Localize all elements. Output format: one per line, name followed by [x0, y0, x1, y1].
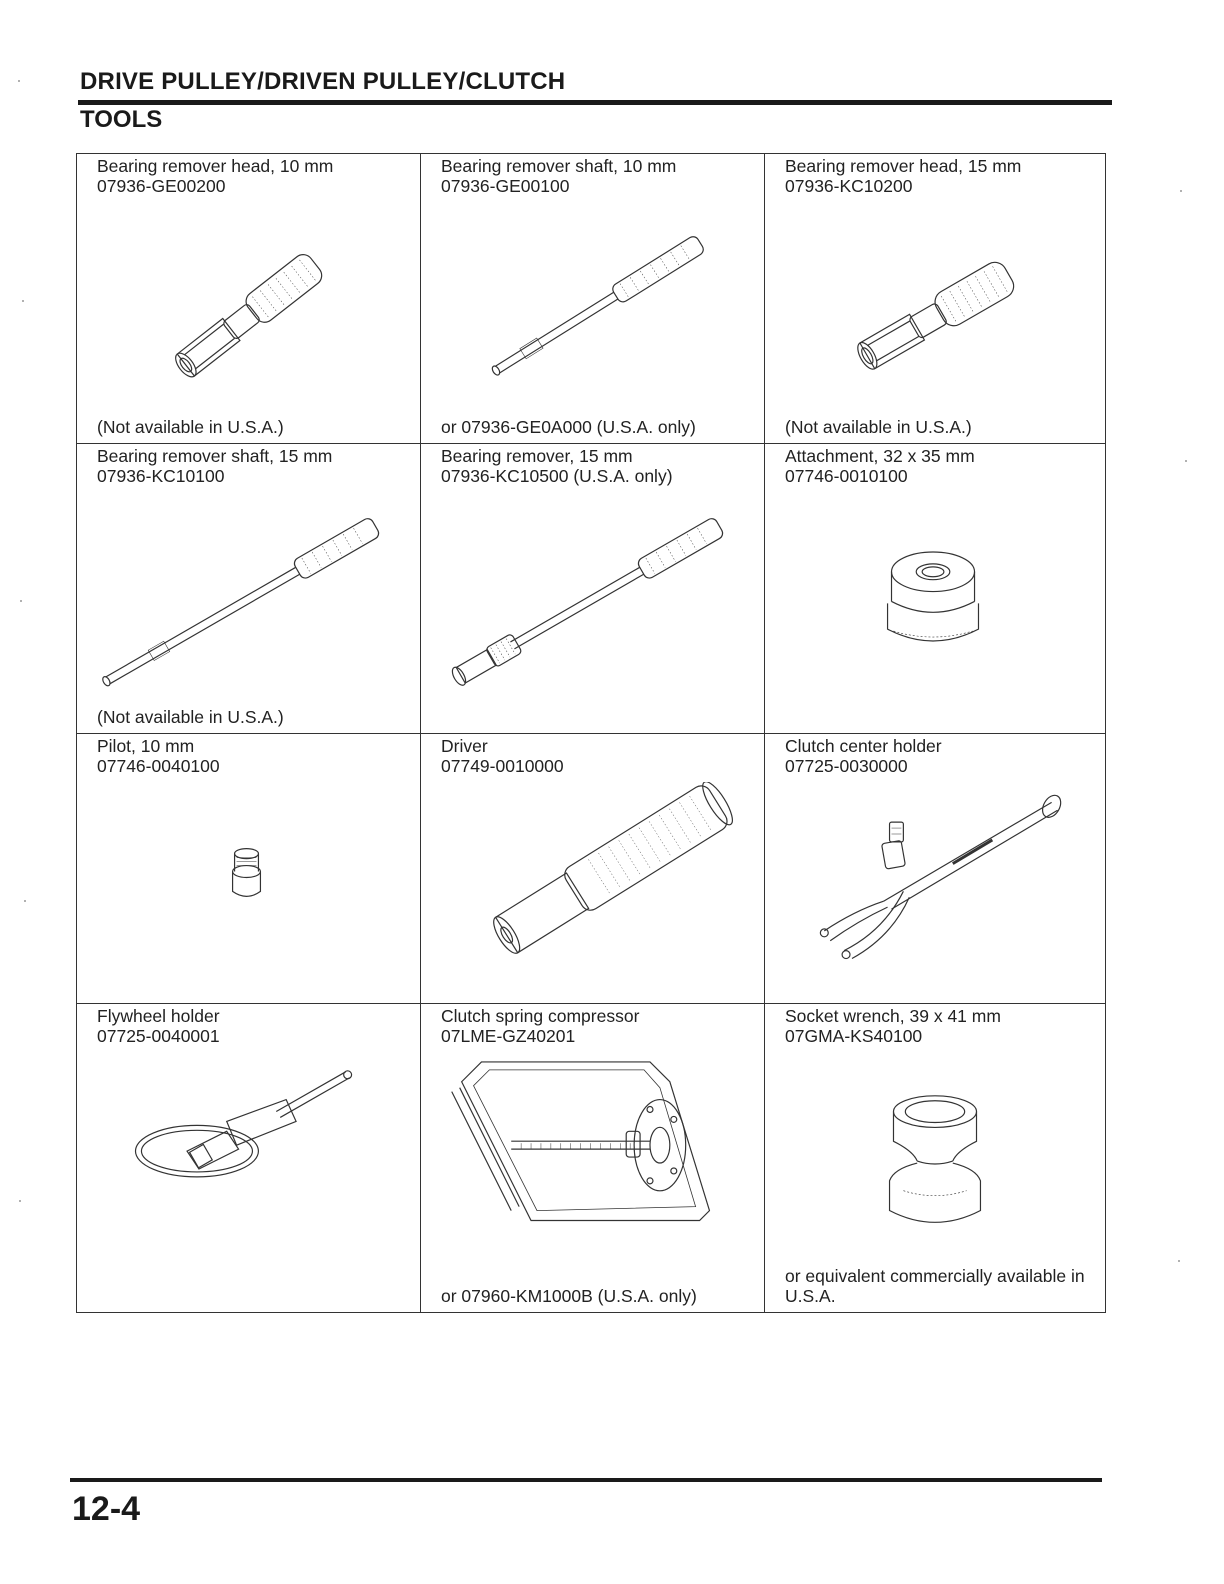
tool-cell [421, 444, 765, 734]
tool-note: or 07936-GE0A000 (U.S.A. only) [441, 417, 696, 437]
bearing-remover-shaft-icon [421, 202, 764, 411]
footer-rule [70, 1478, 1102, 1482]
tool-note: (Not available in U.S.A.) [785, 417, 972, 437]
tool-name: Clutch center holder [785, 736, 942, 756]
tool-part-number: 07725-0030000 [785, 756, 908, 776]
scan-speck [19, 1200, 21, 1202]
socket-wrench-icon [765, 1052, 1105, 1280]
tool-part-number: 07746-0040100 [97, 756, 220, 776]
scan-speck [22, 300, 24, 302]
tool-cell [421, 154, 765, 444]
tool-name: Pilot, 10 mm [97, 736, 195, 756]
bearing-remover-head-icon [765, 202, 1105, 411]
tool-part-number: 07936-KC10100 [97, 466, 225, 486]
scan-speck [1178, 1260, 1180, 1262]
tool-name: Flywheel holder [97, 1006, 220, 1026]
attachment-icon [765, 492, 1105, 701]
tool-note: or 07960-KM1000B (U.S.A. only) [441, 1286, 697, 1306]
tool-part-number: 07725-0040001 [97, 1026, 220, 1046]
clutch-center-holder-icon [765, 782, 1105, 971]
tool-part-number: 07936-KC10200 [785, 176, 913, 196]
tool-name: Bearing remover shaft, 15 mm [97, 446, 333, 466]
tool-name: Clutch spring compressor [441, 1006, 640, 1026]
subsection-title: TOOLS [80, 106, 163, 133]
tool-name: Socket wrench, 39 x 41 mm [785, 1006, 1001, 1026]
section-title: DRIVE PULLEY/DRIVEN PULLEY/CLUTCH [80, 68, 566, 95]
tool-part-number: 07LME-GZ40201 [441, 1026, 576, 1046]
tool-cell [77, 1004, 421, 1312]
tool-name: Bearing remover shaft, 10 mm [441, 156, 677, 176]
tool-cell [765, 734, 1105, 1004]
tool-note: or equivalent commercially available in U.S.A. [785, 1266, 1085, 1306]
scan-speck [20, 600, 22, 602]
tool-cell [765, 154, 1105, 444]
tools-table [76, 153, 1106, 1313]
tool-name: Driver [441, 736, 488, 756]
tool-cell [77, 154, 421, 444]
tool-cell [765, 1004, 1105, 1312]
scan-speck [24, 900, 26, 902]
tool-cell [77, 444, 421, 734]
scan-speck [18, 80, 20, 82]
tool-name: Bearing remover head, 10 mm [97, 156, 334, 176]
driver-icon [421, 782, 764, 971]
bearing-remover-shaft-icon [77, 492, 420, 701]
tool-note: (Not available in U.S.A.) [97, 417, 284, 437]
scan-speck [1185, 460, 1187, 462]
tool-name: Bearing remover, 15 mm [441, 446, 633, 466]
page-number: 12-4 [72, 1490, 141, 1528]
flywheel-holder-icon [77, 1052, 420, 1280]
tool-cell [765, 444, 1105, 734]
tool-cell [77, 734, 421, 1004]
tool-part-number: 07936-GE00200 [97, 176, 226, 196]
tool-cell [421, 1004, 765, 1312]
scan-speck [1180, 190, 1182, 192]
tool-note: (Not available in U.S.A.) [97, 707, 284, 727]
tool-part-number: 07936-KC10500 (U.S.A. only) [441, 466, 673, 486]
header-rule [78, 100, 1112, 105]
tool-name: Attachment, 32 x 35 mm [785, 446, 975, 466]
tool-part-number: 07GMA-KS40100 [785, 1026, 923, 1046]
clutch-spring-compressor-icon [421, 1052, 764, 1280]
pilot-icon [77, 782, 420, 971]
tool-part-number: 07936-GE00100 [441, 176, 570, 196]
tool-part-number: 07746-0010100 [785, 466, 908, 486]
bearing-remover-icon [421, 492, 764, 701]
tool-part-number: 07749-0010000 [441, 756, 564, 776]
tool-name: Bearing remover head, 15 mm [785, 156, 1022, 176]
tool-cell [421, 734, 765, 1004]
bearing-remover-head-icon [77, 202, 420, 411]
